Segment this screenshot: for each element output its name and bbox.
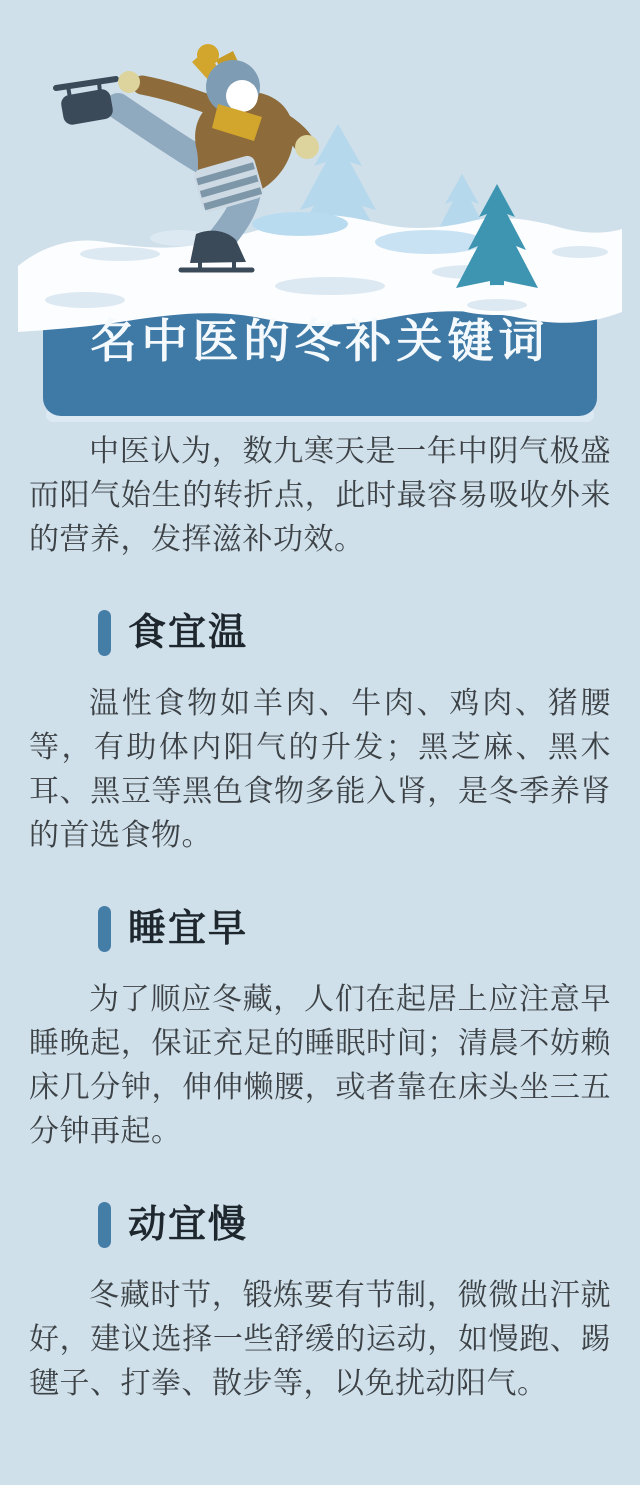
section-sleep (29, 906, 611, 1154)
pompom (197, 44, 219, 66)
accent-bar (98, 906, 111, 952)
section-title: 动宜慢 (128, 1204, 249, 1246)
mitten-front (295, 135, 319, 159)
section-header (98, 1202, 611, 1248)
section-paragraph: 冬藏时节，锻炼要有节制，微微出汗就好，建议选择一些舒缓的运动，如慢跑、踢毽子、打拳、散步等，以免扰动阳气。 (29, 1279, 611, 1400)
hero-illustration (0, 0, 640, 430)
face (226, 80, 258, 112)
section-paragraph: 为了顺应冬藏，人们在起居上应注意早睡晚起，保证充足的睡眠时间；清晨不妨赖床几分钟，伸伸懒腰，或者靠在床头坐三五分钟再起。 (29, 983, 611, 1148)
section-paragraph: 温性食物如羊肉、牛肉、鸡肉、猪腰等，有助体内阳气的升发；黑芝麻、黑木耳、黑豆等黑色食物多能入肾，是冬季养肾的首选食物。 (29, 687, 611, 852)
ice-skate-raised-icon (56, 79, 116, 126)
section-title: 睡宜早 (128, 908, 249, 950)
article-body (0, 430, 640, 1406)
section-header (98, 906, 611, 952)
intro-paragraph: 中医认为，数九寒天是一年中阴气极盛而阳气始生的转折点，此时最容易吸收外来的营养，发挥滋补功效。 (29, 435, 611, 556)
section-food (29, 610, 611, 858)
section-header (98, 610, 611, 656)
page-title: 名中医的冬补关键词 (90, 316, 550, 367)
mitten-back (118, 71, 140, 93)
section-title: 食宜温 (128, 612, 249, 654)
accent-bar (98, 610, 111, 656)
section-exercise (29, 1202, 611, 1406)
accent-bar (98, 1202, 111, 1248)
